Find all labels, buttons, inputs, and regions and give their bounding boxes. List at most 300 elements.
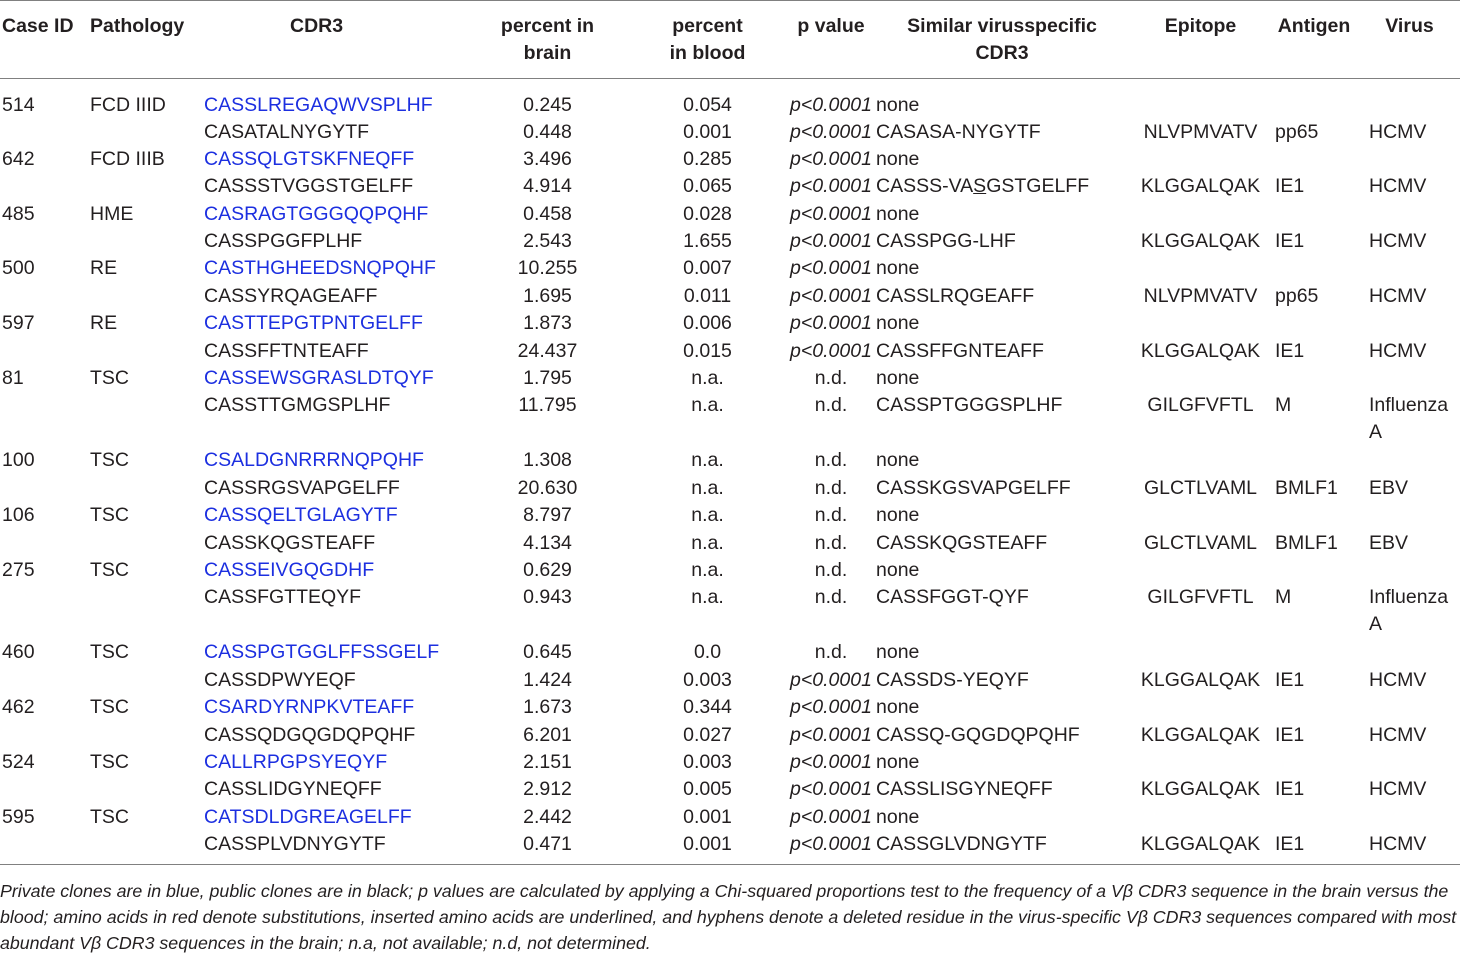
percent-blood-cell: 1.655 xyxy=(683,230,732,253)
case-id-cell xyxy=(0,667,82,694)
virus-cell: HCMV xyxy=(1369,668,1427,691)
table-row xyxy=(0,173,1460,200)
virus-cell xyxy=(1359,749,1460,776)
virus-cell: HCMV xyxy=(1369,230,1427,253)
antigen-cell: BMLF1 xyxy=(1275,531,1338,554)
pathology-cell xyxy=(82,584,200,639)
percent-blood-cell: n.a. xyxy=(691,476,724,499)
epitope-cell xyxy=(1132,639,1269,666)
percent-brain-cell: 3.496 xyxy=(523,147,572,170)
p-value-cell: p<0.0001 xyxy=(790,339,872,362)
cdr3-cell: CASSLREGAQWVSPLHF xyxy=(204,94,433,116)
similar-cdr3-cell: CASSQ-GQGDQPQHF xyxy=(876,723,1080,746)
similar-cdr3-cell: none xyxy=(876,449,920,472)
case-id-cell: 106 xyxy=(2,504,35,527)
epitope-cell: KLGGALQAK xyxy=(1140,230,1261,253)
epitope-cell xyxy=(1132,146,1269,173)
virus-cell xyxy=(1359,255,1460,282)
cdr3-cell: CASSQDGQGDQPQHF xyxy=(204,723,416,746)
cdr3-cell: CATSDLDGREAGELFF xyxy=(204,805,412,828)
similar-cdr3-cell: none xyxy=(876,94,920,116)
percent-blood-cell: 0.001 xyxy=(683,805,732,828)
p-value-cell: p<0.0001 xyxy=(790,94,872,116)
similar-cdr3-prefix: CASSS-VA xyxy=(876,175,974,198)
antigen-cell xyxy=(1269,365,1359,392)
percent-blood-cell: 0.001 xyxy=(625,831,790,865)
p-value-cell: n.d. xyxy=(814,586,848,609)
epitope-cell: KLGGALQAK xyxy=(1140,778,1261,801)
pathology-cell xyxy=(82,530,200,557)
pathology-cell: TSC xyxy=(90,805,129,828)
pathology-cell xyxy=(82,392,200,447)
virus-cell: Influenza A xyxy=(1369,586,1449,636)
percent-brain-cell: 2.543 xyxy=(523,230,572,253)
case-id-cell xyxy=(0,228,82,255)
epitope-cell: NLVPMVATV xyxy=(1143,284,1258,307)
similar-cdr3-cell xyxy=(872,173,1132,200)
epitope-cell: KLGGALQAK xyxy=(1140,668,1261,691)
antigen-cell xyxy=(1269,201,1359,228)
table-header xyxy=(0,1,1460,79)
virus-cell: EBV xyxy=(1369,476,1409,499)
percent-brain-cell: 2.151 xyxy=(523,750,572,773)
header-antigen: Antigen xyxy=(1269,1,1359,79)
antigen-cell: pp65 xyxy=(1275,284,1319,307)
percent-brain-cell: 1.308 xyxy=(523,449,572,472)
percent-blood-cell: n.a. xyxy=(691,586,724,609)
p-value-cell: p<0.0001 xyxy=(790,778,872,801)
header-pathology: Pathology xyxy=(82,1,200,79)
table-row xyxy=(0,831,1460,865)
similar-cdr3-cell: CASASA-NYGYTF xyxy=(876,120,1041,143)
pathology-cell xyxy=(82,776,200,803)
virus-cell: HCMV xyxy=(1369,339,1427,362)
percent-blood-cell: n.a. xyxy=(691,504,724,527)
inserted-residue: S xyxy=(973,175,987,198)
virus-cell: HCMV xyxy=(1369,175,1427,198)
percent-brain-cell: 1.695 xyxy=(523,284,572,307)
antigen-cell xyxy=(1269,557,1359,584)
table-row xyxy=(0,365,1460,392)
similar-cdr3-cell: CASSGLVDNGYTF xyxy=(872,831,1132,865)
cdr3-cell: CASSDPWYEQF xyxy=(204,668,356,691)
case-id-cell xyxy=(0,119,82,146)
epitope-cell xyxy=(1132,310,1269,337)
epitope-cell xyxy=(1132,255,1269,282)
percent-brain-cell: 0.645 xyxy=(523,641,572,664)
case-id-cell xyxy=(0,530,82,557)
virus-cell xyxy=(1359,639,1460,666)
case-id-cell: 500 xyxy=(2,257,35,280)
epitope-cell xyxy=(1132,201,1269,228)
percent-blood-cell: 0.028 xyxy=(683,202,732,225)
pathology-cell xyxy=(82,475,200,502)
percent-blood-cell: n.a. xyxy=(691,367,724,390)
similar-cdr3-suffix: GSTGELFF xyxy=(986,175,1090,198)
case-id-cell xyxy=(0,831,82,865)
cdr3-cell: CASRAGTGGGQQPQHF xyxy=(204,202,429,225)
pathology-cell: FCD IIIB xyxy=(90,147,165,170)
epitope-cell xyxy=(1132,79,1269,119)
similar-cdr3-cell: CASSKGSVAPGELFF xyxy=(876,476,1071,499)
cdr3-cell: CASATALNYGYTF xyxy=(204,120,370,143)
cdr3-cell: CASSPGGFPLHF xyxy=(204,230,363,253)
table-body xyxy=(0,79,1460,865)
cdr3-cell: CASSEIVGQGDHF xyxy=(204,558,375,581)
table-footnote: Private clones are in blue, public clones are in black; p values are calculated by applying a Chi-squared proportions test to the frequency of a Vβ CDR3 sequence in the brain versus the blood; amino acids in red denote substitutions, inserted amino acids are underlined, and hyphens denote a deleted residue in the virus-specific Vβ CDR3 sequences compared with most abundant Vβ CDR3 sequences in the brain; n.a, not available; n.d, not determined. xyxy=(0,881,1457,953)
p-value-cell: p<0.0001 xyxy=(790,668,872,691)
similar-cdr3-cell: CASSPGG-LHF xyxy=(876,230,1016,253)
percent-blood-cell: n.a. xyxy=(691,558,724,581)
cdr3-cell: CASSRGSVAPGELFF xyxy=(204,476,400,499)
case-id-cell: 642 xyxy=(2,147,35,170)
case-id-cell: 100 xyxy=(2,449,35,472)
pathology-cell xyxy=(82,283,200,310)
antigen-cell: IE1 xyxy=(1275,339,1305,362)
antigen-cell xyxy=(1269,146,1359,173)
case-id-cell xyxy=(0,776,82,803)
percent-brain-cell: 4.134 xyxy=(523,531,572,554)
table-row xyxy=(0,392,1460,447)
antigen-cell xyxy=(1269,639,1359,666)
p-value-cell: p<0.0001 xyxy=(790,750,872,773)
header-percent-blood: percent in blood xyxy=(625,1,790,79)
case-id-cell: 462 xyxy=(2,696,35,719)
case-id-cell: 460 xyxy=(2,641,35,664)
virus-cell xyxy=(1359,447,1460,474)
p-value-cell: p<0.0001 xyxy=(790,257,872,280)
case-id-cell xyxy=(0,338,82,365)
antigen-cell xyxy=(1269,749,1359,776)
virus-cell: HCMV xyxy=(1359,831,1460,865)
similar-cdr3-cell: none xyxy=(876,202,920,225)
antigen-cell xyxy=(1269,79,1359,119)
case-id-cell: 597 xyxy=(2,312,35,335)
epitope-cell: GILGFVFTL xyxy=(1147,394,1254,417)
p-value-cell: p<0.0001 xyxy=(790,831,872,865)
table-row xyxy=(0,228,1460,255)
antigen-cell: IE1 xyxy=(1275,230,1305,253)
virus-cell xyxy=(1359,804,1460,831)
table-row xyxy=(0,79,1460,119)
percent-brain-cell: 0.629 xyxy=(523,558,572,581)
percent-blood-cell: 0.001 xyxy=(683,120,732,143)
case-id-cell: 595 xyxy=(2,805,35,828)
percent-blood-cell: 0.003 xyxy=(683,668,732,691)
antigen-cell xyxy=(1269,694,1359,721)
header-epitope: Epitope xyxy=(1132,1,1269,79)
cdr3-cell: CSARDYRNPKVTEAFF xyxy=(204,696,415,719)
percent-blood-cell: n.a. xyxy=(691,449,724,472)
epitope-cell: GILGFVFTL xyxy=(1147,586,1254,609)
pathology-cell xyxy=(82,338,200,365)
percent-brain-cell: 0.448 xyxy=(523,120,572,143)
pathology-cell: RE xyxy=(90,312,118,335)
similar-cdr3-cell: none xyxy=(876,504,920,527)
table-row xyxy=(0,639,1460,666)
similar-cdr3-cell: none xyxy=(876,641,920,664)
cdr3-cell: CASTTEPGTPNTGELFF xyxy=(204,312,423,335)
table-row xyxy=(0,804,1460,831)
antigen-cell: IE1 xyxy=(1269,831,1359,865)
virus-cell xyxy=(1359,79,1460,119)
percent-blood-cell: 0.0 xyxy=(693,641,722,664)
cdr3-cell: CASSQELTGLAGYTF xyxy=(204,504,398,527)
similar-cdr3-cell: none xyxy=(876,367,920,390)
cdr3-cell: CASSQLGTSKFNEQFF xyxy=(204,147,415,170)
percent-blood-cell: n.a. xyxy=(691,531,724,554)
epitope-cell xyxy=(1132,694,1269,721)
case-id-cell: 81 xyxy=(2,367,24,390)
table-row xyxy=(0,694,1460,721)
percent-brain-cell: 2.912 xyxy=(523,778,572,801)
antigen-cell: IE1 xyxy=(1275,668,1305,691)
p-value-cell: p<0.0001 xyxy=(790,147,872,170)
table-row xyxy=(0,667,1460,694)
cdr3-cell: CASSPGTGGLFFSSGELF xyxy=(204,641,440,664)
cdr3-cell: CASSEWSGRASLDTQYF xyxy=(204,367,434,390)
percent-brain-cell: 6.201 xyxy=(523,723,572,746)
case-id-cell xyxy=(0,584,82,639)
case-id-cell xyxy=(0,173,82,200)
cdr3-cell: CASTHGHEEDSNQPQHF xyxy=(204,257,436,280)
virus-cell: HCMV xyxy=(1369,284,1427,307)
case-id-cell xyxy=(0,722,82,749)
header-percent-brain: percent in brain xyxy=(470,1,625,79)
table-row xyxy=(0,119,1460,146)
pathology-cell: TSC xyxy=(90,641,129,664)
percent-blood-cell: 0.011 xyxy=(683,284,732,307)
p-value-cell: p<0.0001 xyxy=(790,230,872,253)
virus-cell xyxy=(1359,201,1460,228)
antigen-cell xyxy=(1269,447,1359,474)
table-row xyxy=(0,475,1460,502)
antigen-cell: IE1 xyxy=(1275,175,1305,198)
percent-brain-cell: 10.255 xyxy=(517,257,578,280)
percent-brain-cell: 20.630 xyxy=(517,476,578,499)
table-row xyxy=(0,255,1460,282)
cdr3-cell: CASSKQGSTEAFF xyxy=(204,531,376,554)
table-row xyxy=(0,530,1460,557)
similar-cdr3-cell: CASSPTGGGSPLHF xyxy=(876,394,1063,417)
pathology-cell xyxy=(82,667,200,694)
epitope-cell: NLVPMVATV xyxy=(1143,120,1258,143)
case-id-cell xyxy=(0,392,82,447)
percent-brain-cell: 0.245 xyxy=(523,94,572,116)
virus-cell: Influenza A xyxy=(1369,394,1449,444)
epitope-cell xyxy=(1132,557,1269,584)
similar-cdr3-cell: CASSFFGNTEAFF xyxy=(876,339,1044,362)
p-value-cell: p<0.0001 xyxy=(790,312,872,335)
p-value-cell: p<0.0001 xyxy=(790,202,872,225)
percent-blood-cell: 0.006 xyxy=(683,312,732,335)
virus-cell: HCMV xyxy=(1369,778,1427,801)
header-cdr3: CDR3 xyxy=(200,1,470,79)
epitope-cell: KLGGALQAK xyxy=(1140,723,1261,746)
antigen-cell: IE1 xyxy=(1275,778,1305,801)
percent-brain-cell: 0.458 xyxy=(523,202,572,225)
cdr3-cell: CASSFFTNTEAFF xyxy=(204,339,369,362)
similar-cdr3-cell: none xyxy=(876,750,920,773)
table-row xyxy=(0,722,1460,749)
percent-brain-cell: 1.424 xyxy=(523,668,572,691)
similar-cdr3-cell: CASSFGGT-QYF xyxy=(876,586,1029,609)
header-case-id: Case ID xyxy=(0,1,82,79)
virus-cell: EBV xyxy=(1369,531,1409,554)
p-value-cell: n.d. xyxy=(814,558,848,581)
virus-cell xyxy=(1359,502,1460,529)
p-value-cell: n.d. xyxy=(814,504,848,527)
p-value-cell: n.d. xyxy=(814,367,848,390)
percent-brain-cell: 8.797 xyxy=(523,504,572,527)
percent-brain-cell: 0.943 xyxy=(523,586,572,609)
cdr3-cell: CASSTTGMGSPLHF xyxy=(204,394,391,417)
cdr3-cell: CASSLIDGYNEQFF xyxy=(204,778,382,801)
percent-blood-cell: 0.054 xyxy=(683,94,732,116)
percent-blood-cell: 0.285 xyxy=(683,147,732,170)
p-value-cell: n.d. xyxy=(814,476,848,499)
pathology-cell xyxy=(82,722,200,749)
case-id-cell: 485 xyxy=(2,202,35,225)
antigen-cell xyxy=(1269,804,1359,831)
pathology-cell: TSC xyxy=(90,449,129,472)
percent-brain-cell: 4.914 xyxy=(523,175,572,198)
similar-cdr3-cell: CASSDS-YEQYF xyxy=(876,668,1029,691)
percent-blood-cell: 0.005 xyxy=(683,778,732,801)
percent-blood-cell: 0.027 xyxy=(683,723,732,746)
antigen-cell: M xyxy=(1275,586,1292,609)
p-value-cell: n.d. xyxy=(814,394,848,417)
p-value-cell: p<0.0001 xyxy=(790,723,872,746)
epitope-cell: KLGGALQAK xyxy=(1132,831,1269,865)
p-value-cell: n.d. xyxy=(814,641,848,664)
epitope-cell xyxy=(1132,502,1269,529)
virus-cell xyxy=(1359,310,1460,337)
antigen-cell: M xyxy=(1275,394,1292,417)
similar-cdr3-cell: CASSLRQGEAFF xyxy=(876,284,1035,307)
p-value-cell: p<0.0001 xyxy=(790,696,872,719)
cdr3-cell: CASSYRQAGEAFF xyxy=(204,284,378,307)
table-row xyxy=(0,146,1460,173)
case-id-cell xyxy=(0,283,82,310)
similar-cdr3-cell: CASSKQGSTEAFF xyxy=(876,531,1048,554)
percent-blood-cell: 0.065 xyxy=(683,175,732,198)
percent-blood-cell: 0.007 xyxy=(683,257,732,280)
pathology-cell: FCD IIID xyxy=(90,94,166,116)
case-id-cell: 275 xyxy=(2,558,35,581)
percent-brain-cell: 1.795 xyxy=(523,367,572,390)
table-row xyxy=(0,447,1460,474)
table-row xyxy=(0,283,1460,310)
percent-brain-cell: 11.795 xyxy=(518,394,577,417)
table-row xyxy=(0,776,1460,803)
case-id-cell: 514 xyxy=(2,94,35,116)
antigen-cell xyxy=(1269,310,1359,337)
cdr3-cell: CASSPLVDNYGYTF xyxy=(200,831,470,865)
pathology-cell: TSC xyxy=(90,367,129,390)
epitope-cell: KLGGALQAK xyxy=(1140,175,1261,198)
p-value-cell: n.d. xyxy=(814,449,848,472)
similar-cdr3-cell: none xyxy=(876,805,920,828)
epitope-cell xyxy=(1132,804,1269,831)
table-row xyxy=(0,749,1460,776)
percent-brain-cell: 1.673 xyxy=(523,696,572,719)
antigen-cell: IE1 xyxy=(1275,723,1305,746)
antigen-cell: pp65 xyxy=(1275,120,1319,143)
percent-brain-cell: 0.471 xyxy=(470,831,625,865)
similar-cdr3-cell: none xyxy=(876,257,920,280)
epitope-cell xyxy=(1132,447,1269,474)
table-row xyxy=(0,201,1460,228)
pathology-cell xyxy=(82,119,200,146)
case-id-cell: 524 xyxy=(2,750,35,773)
percent-blood-cell: 0.344 xyxy=(683,696,732,719)
virus-cell xyxy=(1359,365,1460,392)
pathology-cell: TSC xyxy=(90,558,129,581)
cdr3-cell: CASSSTVGGSTGELFF xyxy=(204,175,414,198)
p-value-cell: p<0.0001 xyxy=(790,284,872,307)
pathology-cell: TSC xyxy=(90,696,129,719)
percent-brain-cell: 24.437 xyxy=(517,339,578,362)
table-row xyxy=(0,338,1460,365)
pathology-cell xyxy=(82,228,200,255)
p-value-cell: p<0.0001 xyxy=(790,805,872,828)
p-value-cell: p<0.0001 xyxy=(790,175,872,198)
cdr3-cell: CASSFGTTEQYF xyxy=(204,586,362,609)
epitope-cell: GLCTLVAML xyxy=(1143,476,1258,499)
epitope-cell: KLGGALQAK xyxy=(1140,339,1261,362)
epitope-cell: GLCTLVAML xyxy=(1143,531,1258,554)
virus-cell: HCMV xyxy=(1369,120,1427,143)
pathology-cell: TSC xyxy=(90,750,129,773)
antigen-cell xyxy=(1269,502,1359,529)
percent-blood-cell: 0.015 xyxy=(683,339,732,362)
header-p-value: p value xyxy=(790,1,872,79)
percent-blood-cell: 0.003 xyxy=(683,750,732,773)
table-row xyxy=(0,502,1460,529)
pathology-cell xyxy=(82,173,200,200)
p-value-cell: p<0.0001 xyxy=(790,120,872,143)
virus-cell: HCMV xyxy=(1369,723,1427,746)
pathology-cell: TSC xyxy=(90,504,129,527)
similar-cdr3-cell: CASSLISGYNEQFF xyxy=(876,778,1053,801)
cdr3-cell: CSALDGNRRRNQPQHF xyxy=(204,449,424,472)
header-similar-cdr3: Similar virusspecific CDR3 xyxy=(872,1,1132,79)
table-row xyxy=(0,584,1460,639)
antigen-cell: BMLF1 xyxy=(1275,476,1338,499)
table-row xyxy=(0,557,1460,584)
similar-cdr3-cell: none xyxy=(876,147,920,170)
virus-cell xyxy=(1359,557,1460,584)
epitope-cell xyxy=(1132,365,1269,392)
similar-cdr3-cell: none xyxy=(876,312,920,335)
virus-cell xyxy=(1359,694,1460,721)
antigen-cell xyxy=(1269,255,1359,282)
percent-brain-cell: 2.442 xyxy=(523,805,572,828)
header-virus: Virus xyxy=(1359,1,1460,79)
p-value-cell: n.d. xyxy=(814,531,848,554)
percent-brain-cell: 1.873 xyxy=(523,312,572,335)
pathology-cell xyxy=(82,831,200,865)
cdr3-cell: CALLRPGPSYEQYF xyxy=(204,750,388,773)
table-row xyxy=(0,310,1460,337)
similar-cdr3-cell: none xyxy=(876,558,920,581)
case-id-cell xyxy=(0,475,82,502)
pathology-cell: HME xyxy=(90,202,134,225)
similar-cdr3-cell: none xyxy=(876,696,920,719)
virus-cell xyxy=(1359,146,1460,173)
pathology-cell: RE xyxy=(90,257,118,280)
